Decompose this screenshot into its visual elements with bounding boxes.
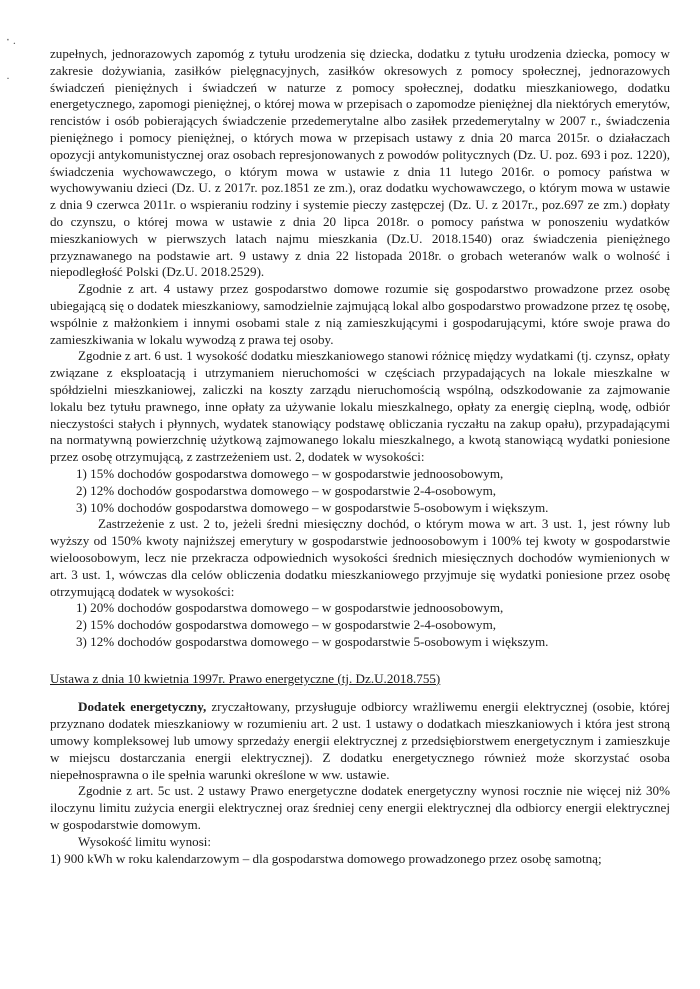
list-energy-limits (50, 851, 670, 868)
document-body (50, 46, 670, 867)
paragraph-limit-heading: Wysokość limitu wynosi: (78, 833, 212, 849)
list-item: 3) 10% dochodów gospodarstwa domowego – w gospodarstwie 5-osobowym i większym. (76, 499, 549, 515)
scan-artifact-marks: ‧ . · (6, 33, 16, 85)
energy-allowance-term: Dodatek energetyczny, (78, 699, 207, 715)
paragraph-income-exclusions: zupełnych, jednorazowych zapomóg z tytułu urodzenia się dziecka, dodatku z tytułu urodzenia dziecka, pomocy w zakresie dożywiania, zasiłków pielęgnacyjnych, zasiłków okresowych z pomocy społecznej, jednorazowych świadczeń pieniężnych i świadczeń w naturze z pomocy społecznej, dodatku mieszkaniowego, dodatku energetycznego, zapomogi pieniężnej, o której mowa w przepisach o zapomodze pieniężnej dla niektórych emerytów, rencistów i osób pobierających świadczenie przedemerytalne albo zasiłek przedemerytalny w 2007 r., świadczenia pieniężnego i pomocy pieniężnej, o których mowa w przepisach ustawy z dnia 20 marca 2015r. o działaczach opozycji antykomunistycznej oraz osobach represjonowanych z powodów politycznych (Dz. U. poz. 693 i poz. 1220), świadczenia wychowawczego, o którym mowa w ustawie z dnia 11 lutego 2016r. o pomocy państwa w wychowywaniu dzieci (Dz. U. z 2017r. poz.1851 ze zm.), oraz dodatku wychowawczego, o którym mowa w ustawie z dnia 9 czerwca 2011r. o wspieraniu rodziny i systemie pieczy zastępczej (Dz. U. z 2017r., poz.697 ze zm.) dopłaty do czynszu, o której mowa w ustawie z dnia 20 lipca 2018r. o pomocy państwa w ponoszeniu wydatków mieszkaniowych w pierwszych latach najmu mieszkania (Dz.U. 2018.1540) oraz świadczenia pieniężnego przyznawanego na podstawie art. 9 ustawy z dnia 22 listopada 2018r. o grobach weteranów walk o wolność i niepodległość Polski (Dz.U. 2018.2529). (50, 46, 670, 280)
list-item: 2) 15% dochodów gospodarstwa domowego – w gospodarstwie 2-4-osobowym, (76, 617, 497, 633)
list-item: 1) 20% dochodów gospodarstwa domowego – w gospodarstwie jednoosobowym, (76, 600, 504, 616)
energy-allowance-text: zryczałtowany, przysługuje odbiorcy wrażliwemu energii elektrycznej (osobie, której przyznano dodatek mieszkaniowy w rozumieniu art. 2 ust. 1 ustawy o dodatkach mieszkaniowych i która jest stroną umowy kompleksowej lub umowy sprzedaży energii elektrycznej z przedsiębiorstwem energetycznym i zamieszkuje w miejscu dostarczania energii elektrycznej). Z dodatku energetycznego również może skorzystać osoba niepełnosprawna o ile spełnia warunki określone w ww. ustawie. (50, 699, 671, 782)
list-reservation-percentages (50, 600, 670, 650)
list-item: 2) 12% dochodów gospodarstwa domowego – w gospodarstwie 2-4-osobowym, (76, 482, 497, 498)
paragraph-energy-amount: Zgodnie z art. 5c ust. 2 ustawy Prawo energetyczne dodatek energetyczny wynosi rocznie nie więcej niż 30% iloczynu limitu zużycia energii elektrycznej oraz średniej ceny energii elektrycznej dla odbiorcy energii elektrycznej w gospodarstwie domowym. (50, 783, 670, 833)
list-income-percentages (50, 466, 670, 516)
list-item: 1) 15% dochodów gospodarstwa domowego – w gospodarstwie jednoosobowym, (76, 465, 504, 481)
paragraph-benefit-amount: Zgodnie z art. 6 ust. 1 wysokość dodatku mieszkaniowego stanowi różnicę między wydatkami (tj. czynsz, opłaty związane z eksploatacją i utrzymaniem nieruchomości w częściach przypadających na lokale mieszkalne w spółdzielni mieszkaniowej, zaliczki na koszty zarządu nieruchomością wspólną, odszkodowanie za zajmowanie lokalu bez tytułu prawnego, inne opłaty za używanie lokalu mieszkalnego, opłaty za energię cieplną, wodę, odbiór nieczystości stałych i płynnych, wydatek stanowiący podstawę obliczania ryczałtu na zakup opału), przypadającymi na normatywną powierzchnię użytkową zajmowanego lokalu mieszkalnego, a kwotą stanowiącą wydatki poniesione przez osobę otrzymującą, z zastrzeżeniem ust. 2, dodatek w wysokości: (50, 348, 670, 465)
paragraph-energy-allowance (50, 699, 670, 783)
section-title-energy-law: Ustawa z dnia 10 kwietnia 1997r. Prawo energetyczne (tj. Dz.U.2018.755) (50, 670, 441, 686)
paragraph-household-definition: Zgodnie z art. 4 ustawy przez gospodarstwo domowe rozumie się gospodarstwo prowadzone przez osobę ubiegającą się o dodatek mieszkaniowy, samodzielnie zajmującą lokal albo gospodarstwo prowadzone przez tę osobę, wspólnie z małżonkiem i innymi osobami stale z nią zamieszkującymi i gospodarującymi, które swoje prawa do zamieszkiwania w lokalu wywodzą z prawa tej osoby. (50, 281, 670, 347)
list-item: 1) 900 kWh w roku kalendarzowym – dla gospodarstwa domowego prowadzonego przez osobę samotną; (50, 850, 602, 866)
paragraph-reservation: Zastrzeżenie z ust. 2 to, jeżeli średni miesięczny dochód, o którym mowa w art. 3 ust. 1, jest równy lub wyższy od 150% kwoty najniższej emerytury w gospodarstwie jednoosobowym i 100% tej kwoty w gospodarstwie wieloosobowym, lecz nie przekracza odpowiednich wysokości średnich miesięcznych dochodów wymienionych w art. 3 ust. 1, wówczas dla celów obliczenia dodatku mieszkaniowego przyjmuje się wydatki poniesione przez osobę otrzymującą dodatek w wysokości: (50, 516, 670, 599)
list-item: 3) 12% dochodów gospodarstwa domowego – w gospodarstwie 5-osobowym i większym. (76, 633, 549, 649)
